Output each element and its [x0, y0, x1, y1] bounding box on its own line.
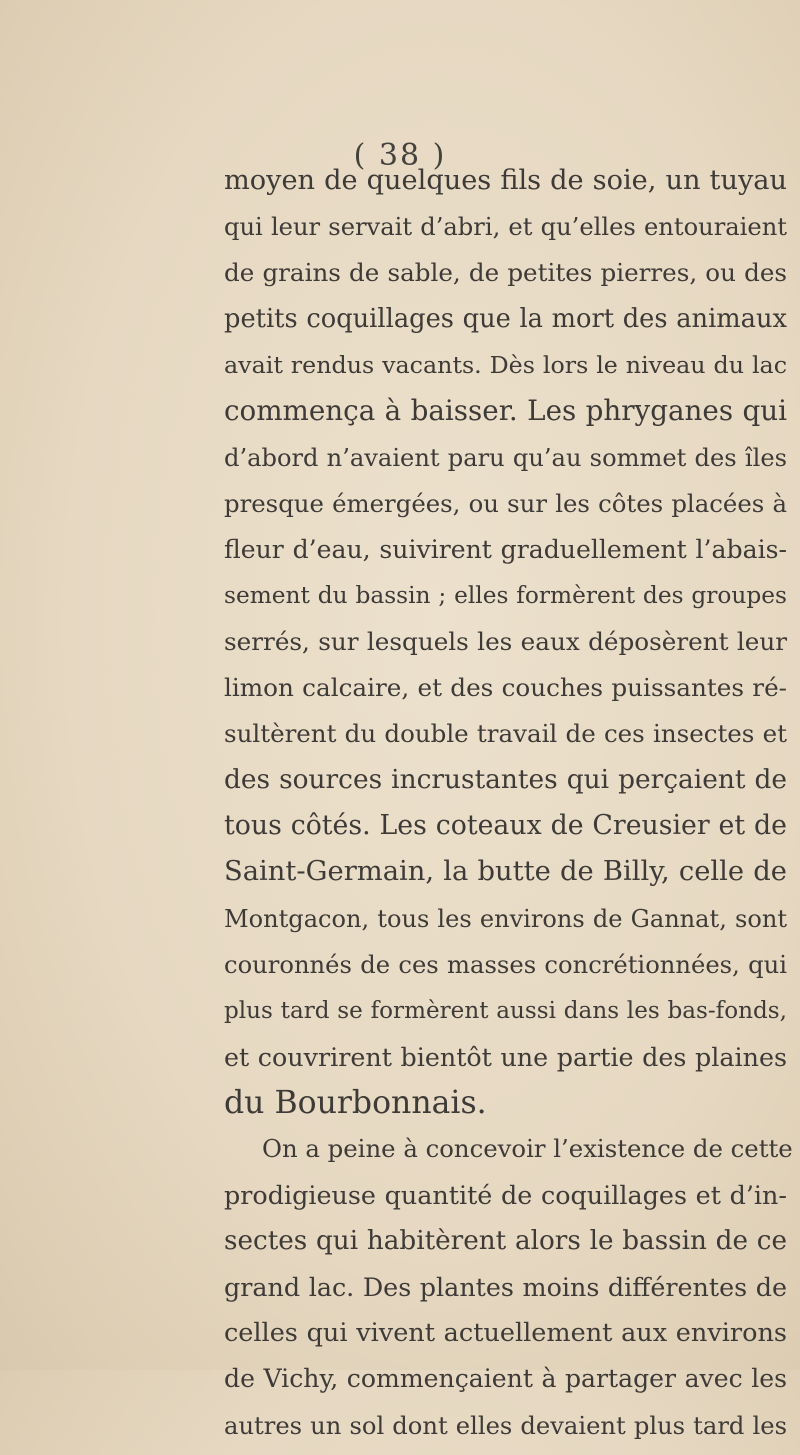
text-line: presque émergées, ou sur les côtes placées à	[224, 488, 787, 518]
body-text	[224, 152, 793, 1443]
text-line: celles qui vivent actuellement aux environs	[224, 1318, 787, 1349]
text-line: moyen de quelques fils de soie, un tuyau	[224, 165, 787, 196]
text-line: de grains de sable, de petites pierres, ou des	[224, 258, 787, 288]
text-line: limon calcaire, et des couches puissantes ré-	[224, 673, 787, 703]
text-line: Montgacon, tous les environs de Gannat, sont	[224, 904, 787, 933]
text-line: qui leur servait d’abri, et qu’elles entouraient	[224, 213, 787, 242]
text-line: avait rendus vacants. Dès lors le niveau du lac	[224, 351, 787, 380]
text-line: plus tard se formèrent aussi dans les bas-fonds,	[224, 997, 787, 1024]
text-line: petits coquillages que la mort des animaux	[224, 304, 787, 335]
text-line: des sources incrustantes qui perçaient de	[224, 764, 787, 796]
text-line: tous côtés. Les coteaux de Creusier et de	[224, 810, 787, 842]
text-line: serrés, sur lesquels les eaux déposèrent leur	[224, 626, 787, 656]
text-line: autres un sol dont elles devaient plus tard les	[224, 1411, 787, 1440]
text-line: prodigieuse quantité de coquillages et d’in-	[224, 1180, 787, 1211]
text-line: d’abord n’avaient paru qu’au sommet des îles	[224, 443, 787, 472]
text-line: fleur d’eau, suivirent graduellement l’abais-	[224, 534, 787, 564]
text-line: de Vichy, commençaient à partager avec les	[224, 1364, 787, 1394]
paragraph-end-line: du Bourbonnais.	[224, 1084, 487, 1121]
page-number: ( 38 )	[353, 138, 447, 173]
text-line: grand lac. Des plantes moins différentes de	[224, 1272, 787, 1303]
paragraph-start-line: On a peine à concevoir l’existence de cette	[262, 1133, 793, 1163]
text-line: sultèrent du double travail de ces insectes et	[224, 719, 787, 749]
text-line: Saint-Germain, la butte de Billy, celle de	[224, 856, 787, 888]
text-line: couronnés de ces masses concrétionnées, qui	[224, 949, 787, 979]
text-line: et couvrirent bientôt une partie des plaines	[224, 1041, 787, 1072]
text-line: sement du bassin ; elles formèrent des groupes	[224, 581, 787, 609]
text-line: sectes qui habitèrent alors le bassin de ce	[224, 1226, 787, 1257]
text-line: commença à baisser. Les phryganes qui	[224, 394, 787, 428]
